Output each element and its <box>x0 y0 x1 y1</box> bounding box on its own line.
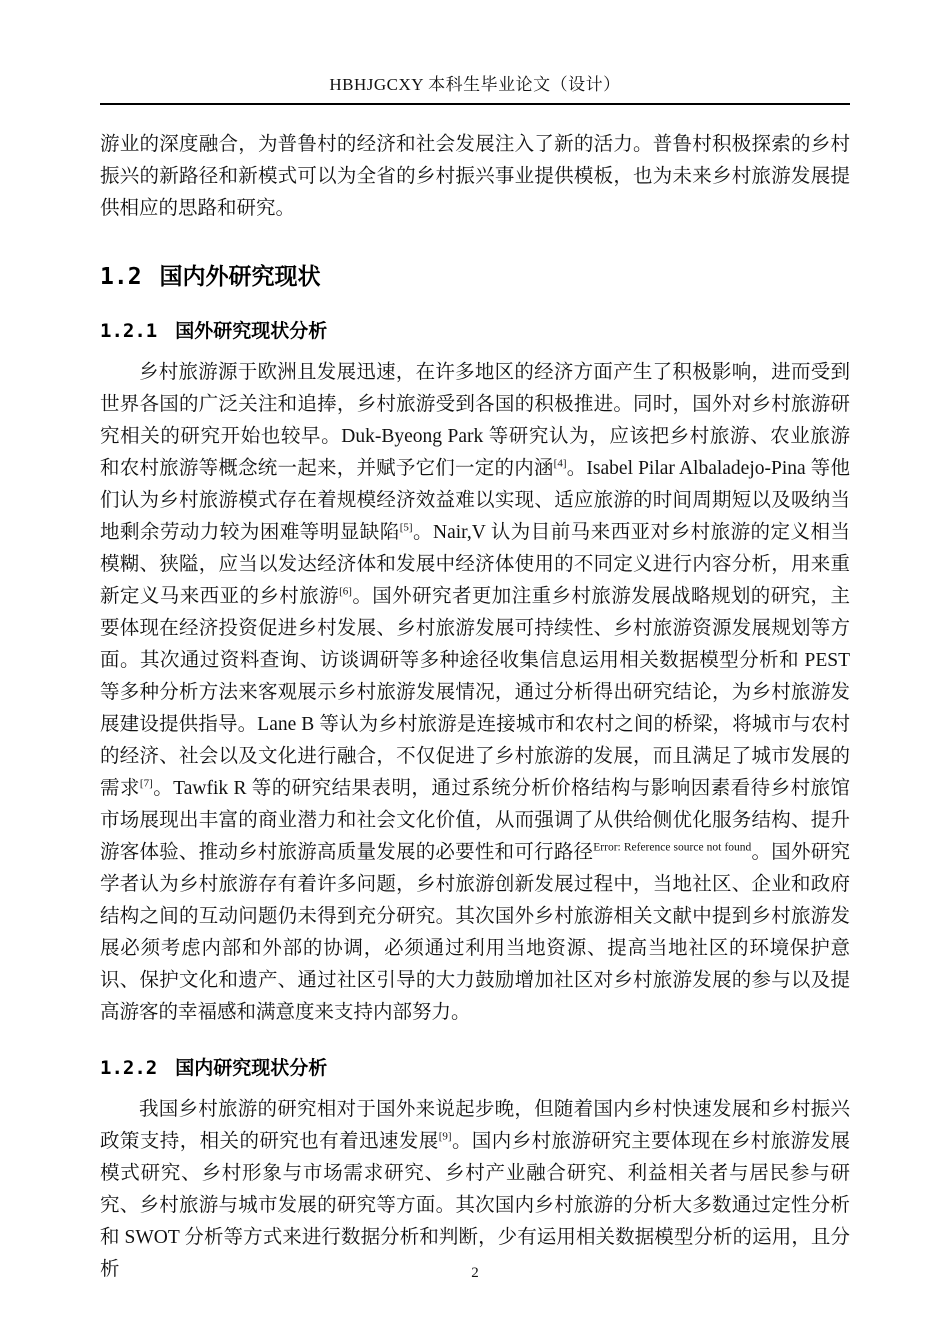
citation-ref: [9] <box>438 1130 452 1143</box>
heading-title: 国内研究现状分析 <box>175 1058 328 1079</box>
subsection-heading <box>100 318 850 345</box>
citation-ref: [4] <box>553 457 567 470</box>
document-body <box>100 113 850 1286</box>
citation-ref: [7] <box>139 777 153 790</box>
heading-title: 国外研究现状分析 <box>175 321 328 342</box>
heading-number: 1.2 <box>100 264 142 290</box>
subsection-heading <box>100 1055 850 1082</box>
page-header-title: HBHJGCXY 本科生毕业论文（设计） <box>329 75 621 94</box>
heading-title: 国内外研究现状 <box>159 263 321 289</box>
paragraph: 我国乡村旅游的研究相对于国外来说起步晚，但随着国内乡村快速发展和乡村振兴政策支持，相关的研究也有着迅速发展[9]。国内乡村旅游研究主要体现在乡村旅游发展模式研究、乡村形象与市场需求研究、乡村产业融合研究、利益相关者与居民参与研究、乡村旅游与城市发展的研究等方面。其次国内乡村旅游的分析大多数通过定性分析和 SWOT 分析等方式来进行数据分析和判断，少有运用相关数据模型分析的运用，且分析 <box>100 1099 850 1280</box>
header-rule <box>100 103 850 105</box>
heading-number: 1.2.1 <box>100 320 158 342</box>
heading-number: 1.2.2 <box>100 1057 158 1079</box>
paragraph: 乡村旅游源于欧洲且发展迅速，在许多地区的经济方面产生了积极影响，进而受到世界各国的广泛关注和追捧，乡村旅游受到各国的积极推进。同时，国外对乡村旅游研究相关的研究开始也较早。Duk-Byeong Park 等研究认为，应该把乡村旅游、农业旅游和农村旅游等概念统一起来，并赋予它们一定的内涵[4]。Isabel Pilar Albaladejo-Pina 等他们认为乡村旅游模式存在着规模经济效益难以实现、适应旅游的时间周期短以及吸纳当地剩余劳动力较为困难等明显缺陷[5]。Nair,V 认为目前马来西亚对乡村旅游的定义相当模糊、狭隘，应当以发达经济体和发展中经济体使用的不同定义进行内容分析，用来重新定义马来西亚的乡村旅游[6]。国外研究者更加注重乡村旅游发展战略规划的研究，主要体现在经济投资促进乡村发展、乡村旅游发展可持续性、乡村旅游资源发展规划等方面。其次通过资料查询、访谈调研等多种途径收集信息运用相关数据模型分析和 PEST 等多种分析方法来客观展示乡村旅游发展情况，通过分析得出研究结论，为乡村旅游发展建设提供指导。Lane B 等认为乡村旅游是连接城市和农村之间的桥梁，将城市与农村的经济、社会以及文化进行融合，不仅促进了乡村旅游的发展，而且满足了城市发展的需求[7]。Tawfik R 等的研究结果表明，通过系统分析价格结构与影响因素看待乡村旅馆市场展现出丰富的商业潜力和社会文化价值，从而强调了从供给侧优化服务结构、提升游客体验、推动乡村旅游高质量发展的必要性和可行路径$^{Error: Reference source not found}$。国外研究学者认为乡村旅游存有着许多问题，乡村旅游创新发展过程中，当地社区、企业和政府结构之间的互动问题仍未得到充分研究。其次国外乡村旅游相关文献中提到乡村旅游发展必须考虑内部和外部的协调，必须通过利用当地资源、提高当地社区的环境保护意识、保护文化和遗产、通过社区引导的大力鼓励增加社区对乡村旅游发展的参与以及提高游客的幸福感和满意度来支持内部努力。 <box>100 362 850 1023</box>
error-reference-marker: Error: Reference source not found <box>593 841 752 854</box>
citation-ref: [6] <box>339 585 352 598</box>
paragraph: 游业的深度融合，为普鲁村的经济和社会发展注入了新的活力。普鲁村积极探索的乡村振兴的新路径和新模式可以为全省的乡村振兴事业提供模板，也为未来乡村旅游发展提供相应的思路和研究。 <box>100 134 850 219</box>
page-number: 2 <box>471 1265 479 1281</box>
section-heading <box>100 261 850 292</box>
citation-ref: [5] <box>399 521 413 534</box>
